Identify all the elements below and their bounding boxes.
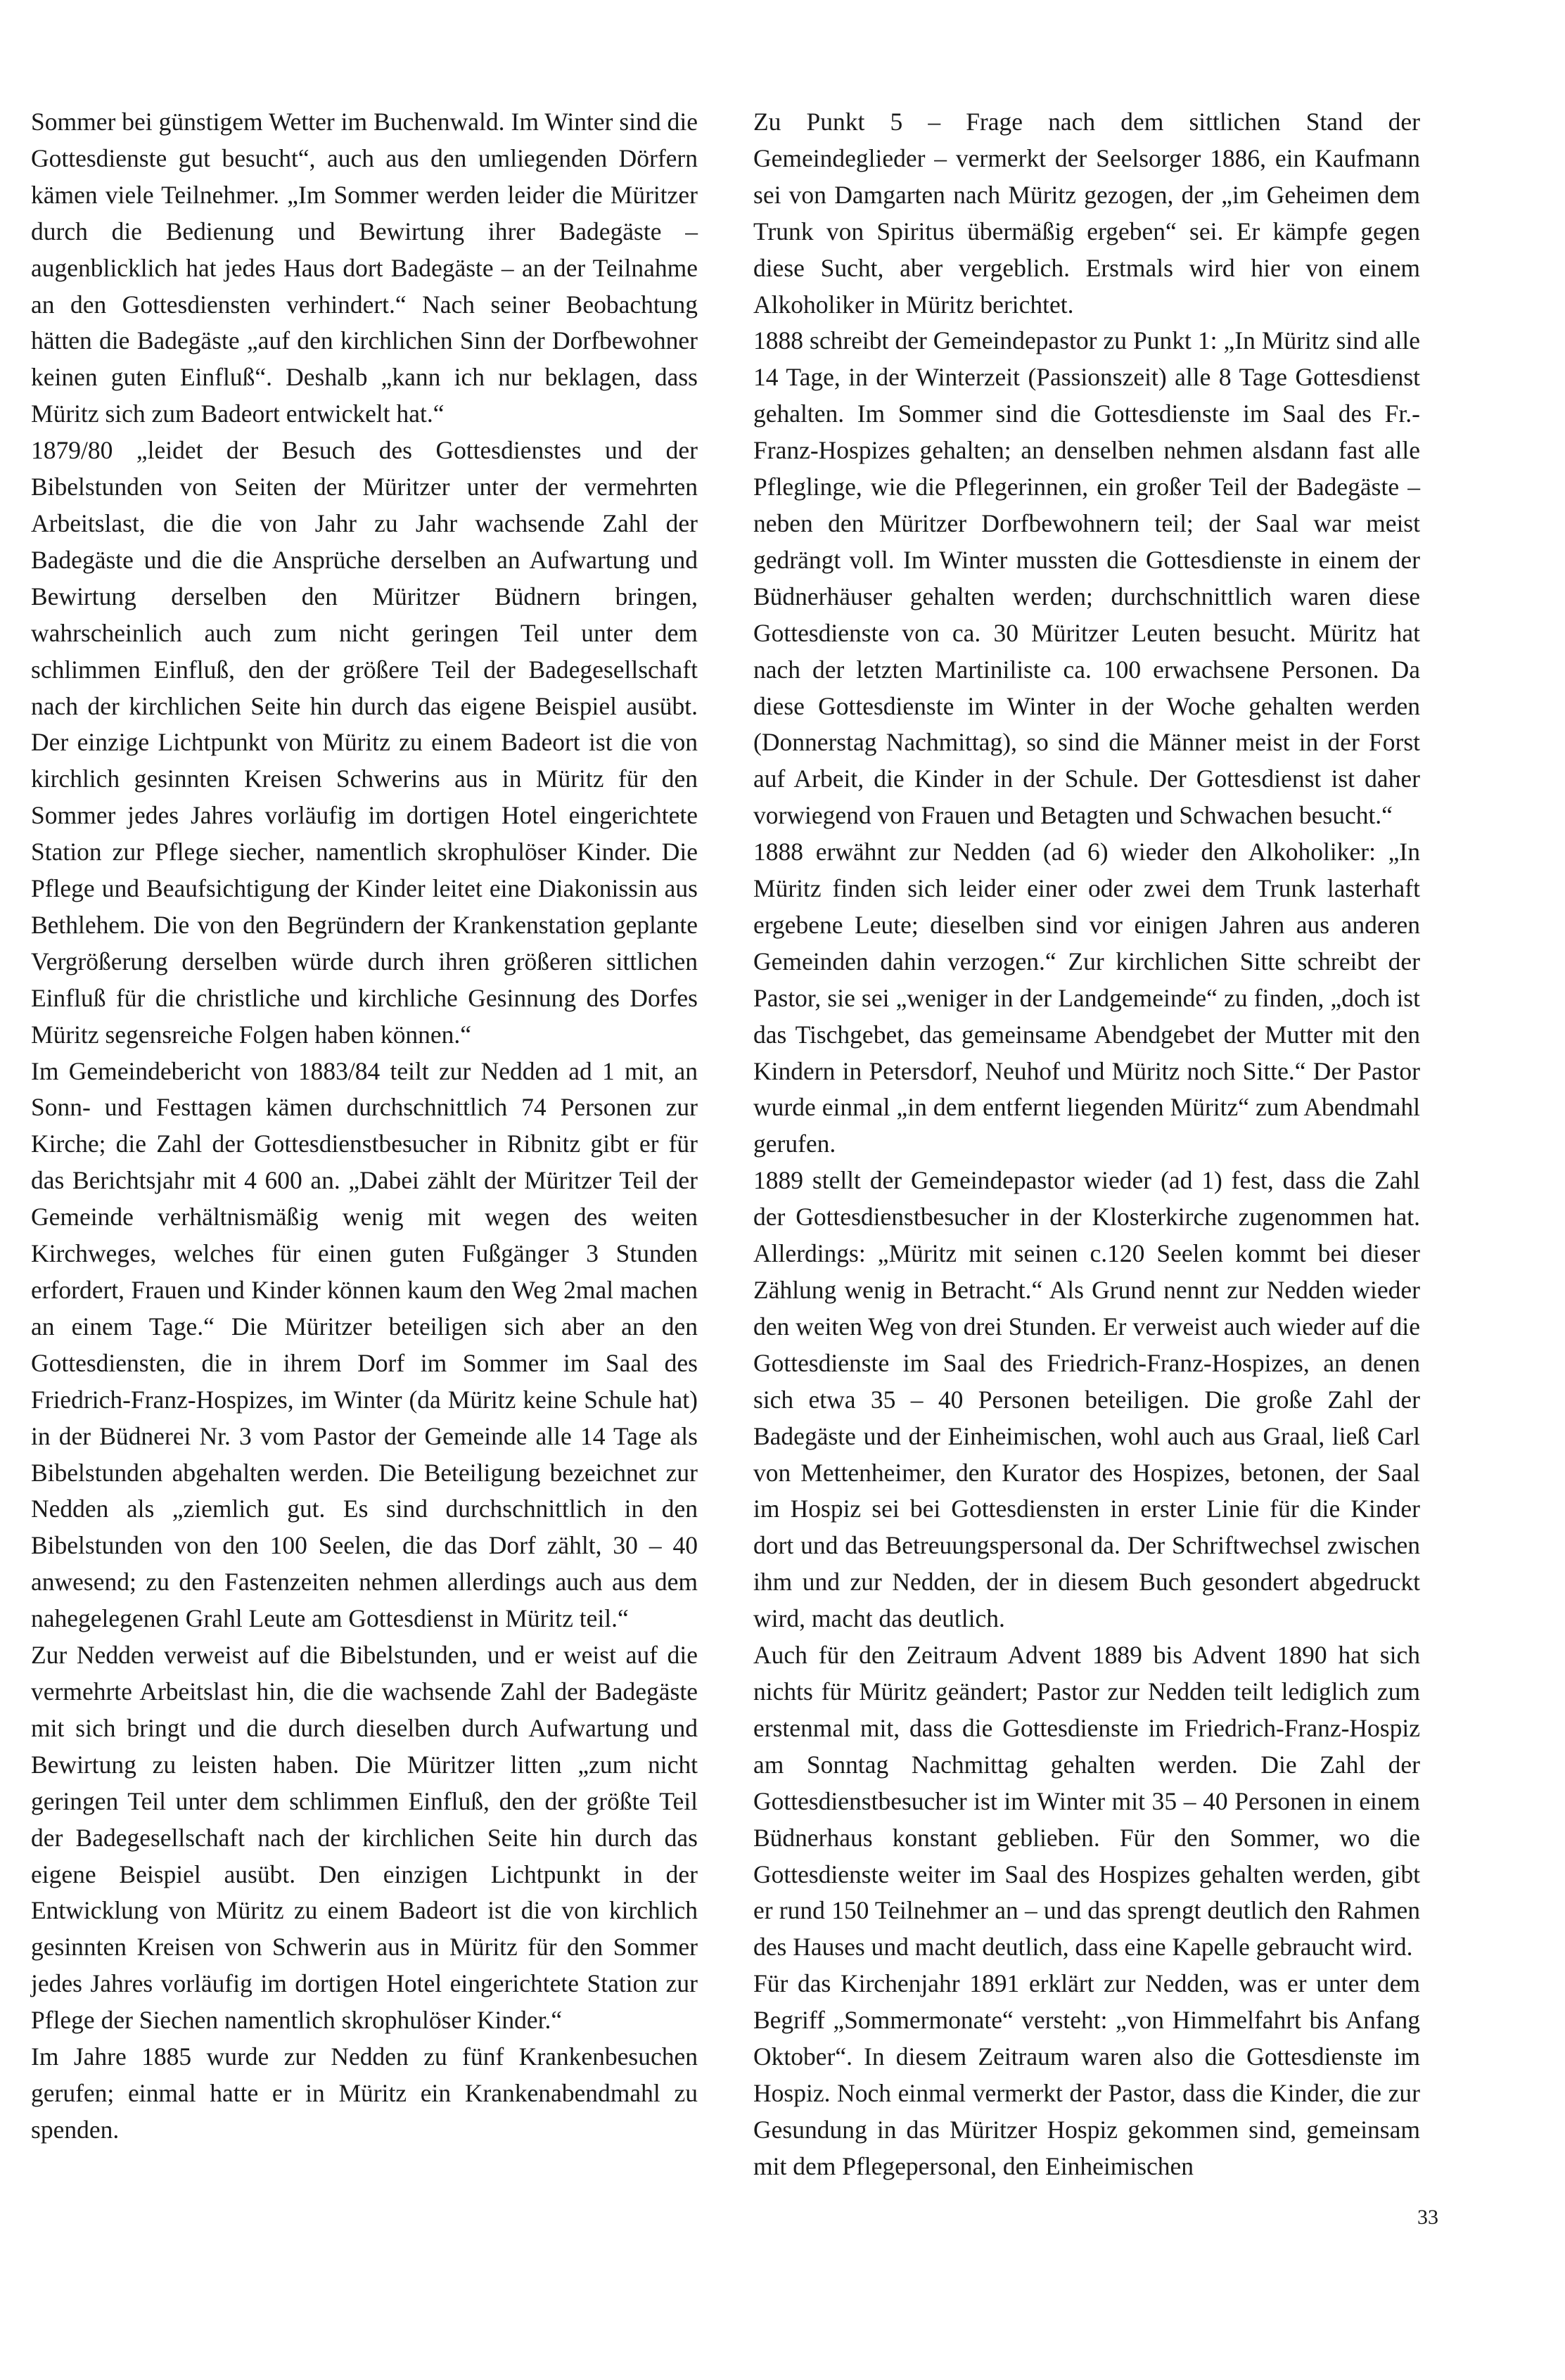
paragraph: Sommer bei günstigem Wetter im Buchenwald. Im Winter sind die Gottesdienste gut besucht“, auch aus den umliegenden Dörfern kämen viele Teilnehmer. „Im Sommer werden leider die Müritzer durch die Bedienung und Bewirtung ihrer Badegäste – augenblicklich hat jedes Haus dort Badegäste – an der Teilnahme an den Gottesdiensten verhindert.“ Nach seiner Beobachtung hätten die Badegäste „auf den kirchlichen Sinn der Dorfbewohner keinen guten Einfluß“. Deshalb „kann ich nur beklagen, dass Müritz sich zum Badeort entwickelt hat.“ [31,108,698,428]
paragraph: Auch für den Zeitraum Advent 1889 bis Advent 1890 hat sich nichts für Müritz geändert; Pastor zur Nedden teilt lediglich zum erstenmal mit, dass die Gottesdienste im Friedrich-Franz-Hospiz am Sonntag Nachmittag gehalten werden. Die Zahl der Gottesdienstbesucher ist im Winter mit 35 – 40 Personen in einem Büdnerhaus konstant geblieben. Für den Sommer, wo die Gottesdienste weiter im Saal des Hospizes gehalten werden, gibt er rund 150 Teilnehmer an – und das sprengt deutlich den Rahmen des Hauses und macht deutlich, dass eine Kapelle gebraucht wird. [753,1641,1420,1962]
paragraph: Zur Nedden verweist auf die Bibelstunden, und er weist auf die vermehrte Arbeitslast hin, die die wachsende Zahl der Badegäste mit sich bringt und die durch dieselben durch Aufwartung und Bewirtung zu leisten haben. Die Müritzer litten „zum nicht geringen Teil unter dem schlimmen Einfluß, den der größte Teil der Badegesellschaft nach der kirchlichen Seite hin durch das eigene Beispiel ausübt. Den einzigen Lichtpunkt in der Entwicklung von Müritz zu einem Badeort ist die von kirchlich gesinnten Kreisen von Schwerin aus in Müritz für den Sommer jedes Jahres vorläufig im dortigen Hotel eingerichtete Station zur Pflege der Siechen namentlich skrophulöser Kinder.“ [31,1641,698,2035]
paragraph: Im Jahre 1885 wurde zur Nedden zu fünf Krankenbesuchen gerufen; einmal hatte er in Müritz ein Krankenabendmahl zu spenden. [31,2042,698,2144]
paragraph: Für das Kirchenjahr 1891 erklärt zur Nedden, was er unter dem Begriff „Sommermonate“ versteht: „von Himmelfahrt bis Anfang Oktober“. In diesem Zeitraum waren also die Gottesdienste im Hospiz. Noch einmal vermerkt der Pastor, dass die Kinder, die zur Gesundung in das Müritzer Hospiz gekommen sind, gemeinsam mit dem Pflegepersonal, den Einheimischen [753,1969,1420,2180]
paragraph: Im Gemeindebericht von 1883/84 teilt zur Nedden ad 1 mit, an Sonn- und Festtagen kämen durchschnittlich 74 Personen zur Kirche; die Zahl der Gottesdienstbesucher in Ribnitz gibt er für das Berichtsjahr mit 4 600 an. „Dabei zählt der Müritzer Teil der Gemeinde verhältnismäßig wenig mit wegen des weiten Kirchweges, welches für einen guten Fußgänger 3 Stunden erfordert, Frauen und Kinder können kaum den Weg 2mal machen an einem Tage.“ Die Müritzer beteiligen sich aber an den Gottesdiensten, die in ihrem Dorf im Sommer im Saal des Friedrich-Franz-Hospizes, im Winter (da Müritz keine Schule hat) in der Büdnerei Nr. 3 vom Pastor der Gemeinde alle 14 Tage als Bibelstunden abgehalten werden. Die Beteiligung bezeichnet zur Nedden als „ziemlich gut. Es sind durchschnittlich in den Bibelstunden von den 100 Seelen, die das Dorf zählt, 30 – 40 anwesend; zu den Fastenzeiten nehmen allerdings auch aus dem nahegelegenen Grahl Leute am Gottesdienst in Müritz teil.“ [31,1056,698,1633]
paragraph: Zu Punkt 5 – Frage nach dem sittlichen Stand der Gemeindeglieder – vermerkt der Seelsorger 1886, ein Kaufmann sei von Damgarten nach Müritz gezogen, der „im Geheimen dem Trunk von Spiritus übermäßig ergeben“ sei. Er kämpfe gegen diese Sucht, aber vergeblich. Erstmals wird hier von einem Alkoholiker in Müritz berichtet. [753,108,1420,319]
paragraph: 1888 schreibt der Gemeindepastor zu Punkt 1: „In Müritz sind alle 14 Tage, in der Winterzeit (Passionszeit) alle 8 Tage Gottesdienst gehalten. Im Sommer sind die Gottesdienste im Saal des Fr.-Franz-Hospizes gehalten; an denselben nehmen alsdann fast alle Pfleglinge, wie die Pflegerinnen, ein großer Teil der Badegäste – neben den Müritzer Dorfbewohnern teil; der Saal war meist gedrängt voll. Im Winter mussten die Gottesdienste in einem der Büdnerhäuser gehalten werden; durchschnittlich waren diese Gottesdienste von ca. 30 Müritzer Leuten besucht. Müritz hat nach der letzten Martiniliste ca. 100 erwachsene Personen. Da diese Gottesdienste im Winter in der Woche gehalten werden (Donnerstag Nachmittag), so sind die Männer meist in der Forst auf Arbeit, die Kinder in der Schule. Der Gottesdienst ist daher vorwiegend von Frauen und Betagten und Schwachen besucht.“ [753,326,1420,830]
paragraph: 1879/80 „leidet der Besuch des Gottesdienstes und der Bibelstunden von Seiten der Müritzer unter der vermehrten Arbeitslast, die die von Jahr zu Jahr wachsende Zahl der Badegäste und die die Ansprüche derselben an Aufwartung und Bewirtung derselben den Müritzer Büdnern bringen, wahrscheinlich auch zum nicht geringen Teil unter dem schlimmen Einfluß, den der größere Teil der Badegesellschaft nach der kirchlichen Seite hin durch das eigene Beispiel ausübt. Der einzige Lichtpunkt von Müritz zu einem Badeort ist die von kirchlich gesinnten Kreisen Schwerins aus in Müritz für den Sommer jedes Jahres vorläufig im dortigen Hotel eingerichtete Station zur Pflege siecher, namentlich skrophulöser Kinder. Die Pflege und Beaufsichtigung der Kinder leitet eine Diakonissin aus Bethlehem. Die von den Begründern der Krankenstation geplante Vergrößerung derselben würde durch ihren größeren sittlichen Einfluß für die christliche und kirchliche Gesinnung des Dorfes Müritz segensreiche Folgen haben können.“ [31,436,698,1049]
right-text-column [753,104,1420,2185]
left-text-column [31,104,698,2149]
paragraph: 1889 stellt der Gemeindepastor wieder (ad 1) fest, dass die Zahl der Gottesdienstbesucher in der Klosterkirche zugenommen hat. Allerdings: „Müritz mit seinen c.120 Seelen kommt bei dieser Zählung wenig in Betracht.“ Als Grund nennt zur Nedden wieder den weiten Weg von drei Stunden. Er verweist auch wieder auf die Gottesdienste im Saal des Friedrich-Franz-Hospizes, an denen sich etwa 35 – 40 Personen beteiligen. Die große Zahl der Badegäste und der Einheimischen, wohl auch aus Graal, ließ Carl von Mettenheimer, den Kurator des Hospizes, betonen, der Saal im Hospiz sei bei Gottesdiensten in erster Linie für die Kinder dort und das Betreuungspersonal da. Der Schriftwechsel zwischen ihm und zur Nedden, der in diesem Buch gesondert abgedruckt wird, macht das deutlich. [753,1166,1420,1633]
page-number: 33 [1417,2206,1438,2229]
paragraph: 1888 erwähnt zur Nedden (ad 6) wieder den Alkoholiker: „In Müritz finden sich leider einer oder zwei dem Trunk lasterhaft ergebene Leute; dieselben sind vor einigen Jahren aus anderen Gemeinden dahin verzogen.“ Zur kirchlichen Sitte schreibt der Pastor, sie sei „weniger in der Landgemeinde“ zu finden, „doch ist das Tischgebet, das gemeinsame Abendgebet der Mutter mit den Kindern in Petersdorf, Neuhof und Müritz noch Sitte.“ Der Pastor wurde einmal „in dem entfernt liegenden Müritz“ zum Abendmahl gerufen. [753,838,1420,1158]
